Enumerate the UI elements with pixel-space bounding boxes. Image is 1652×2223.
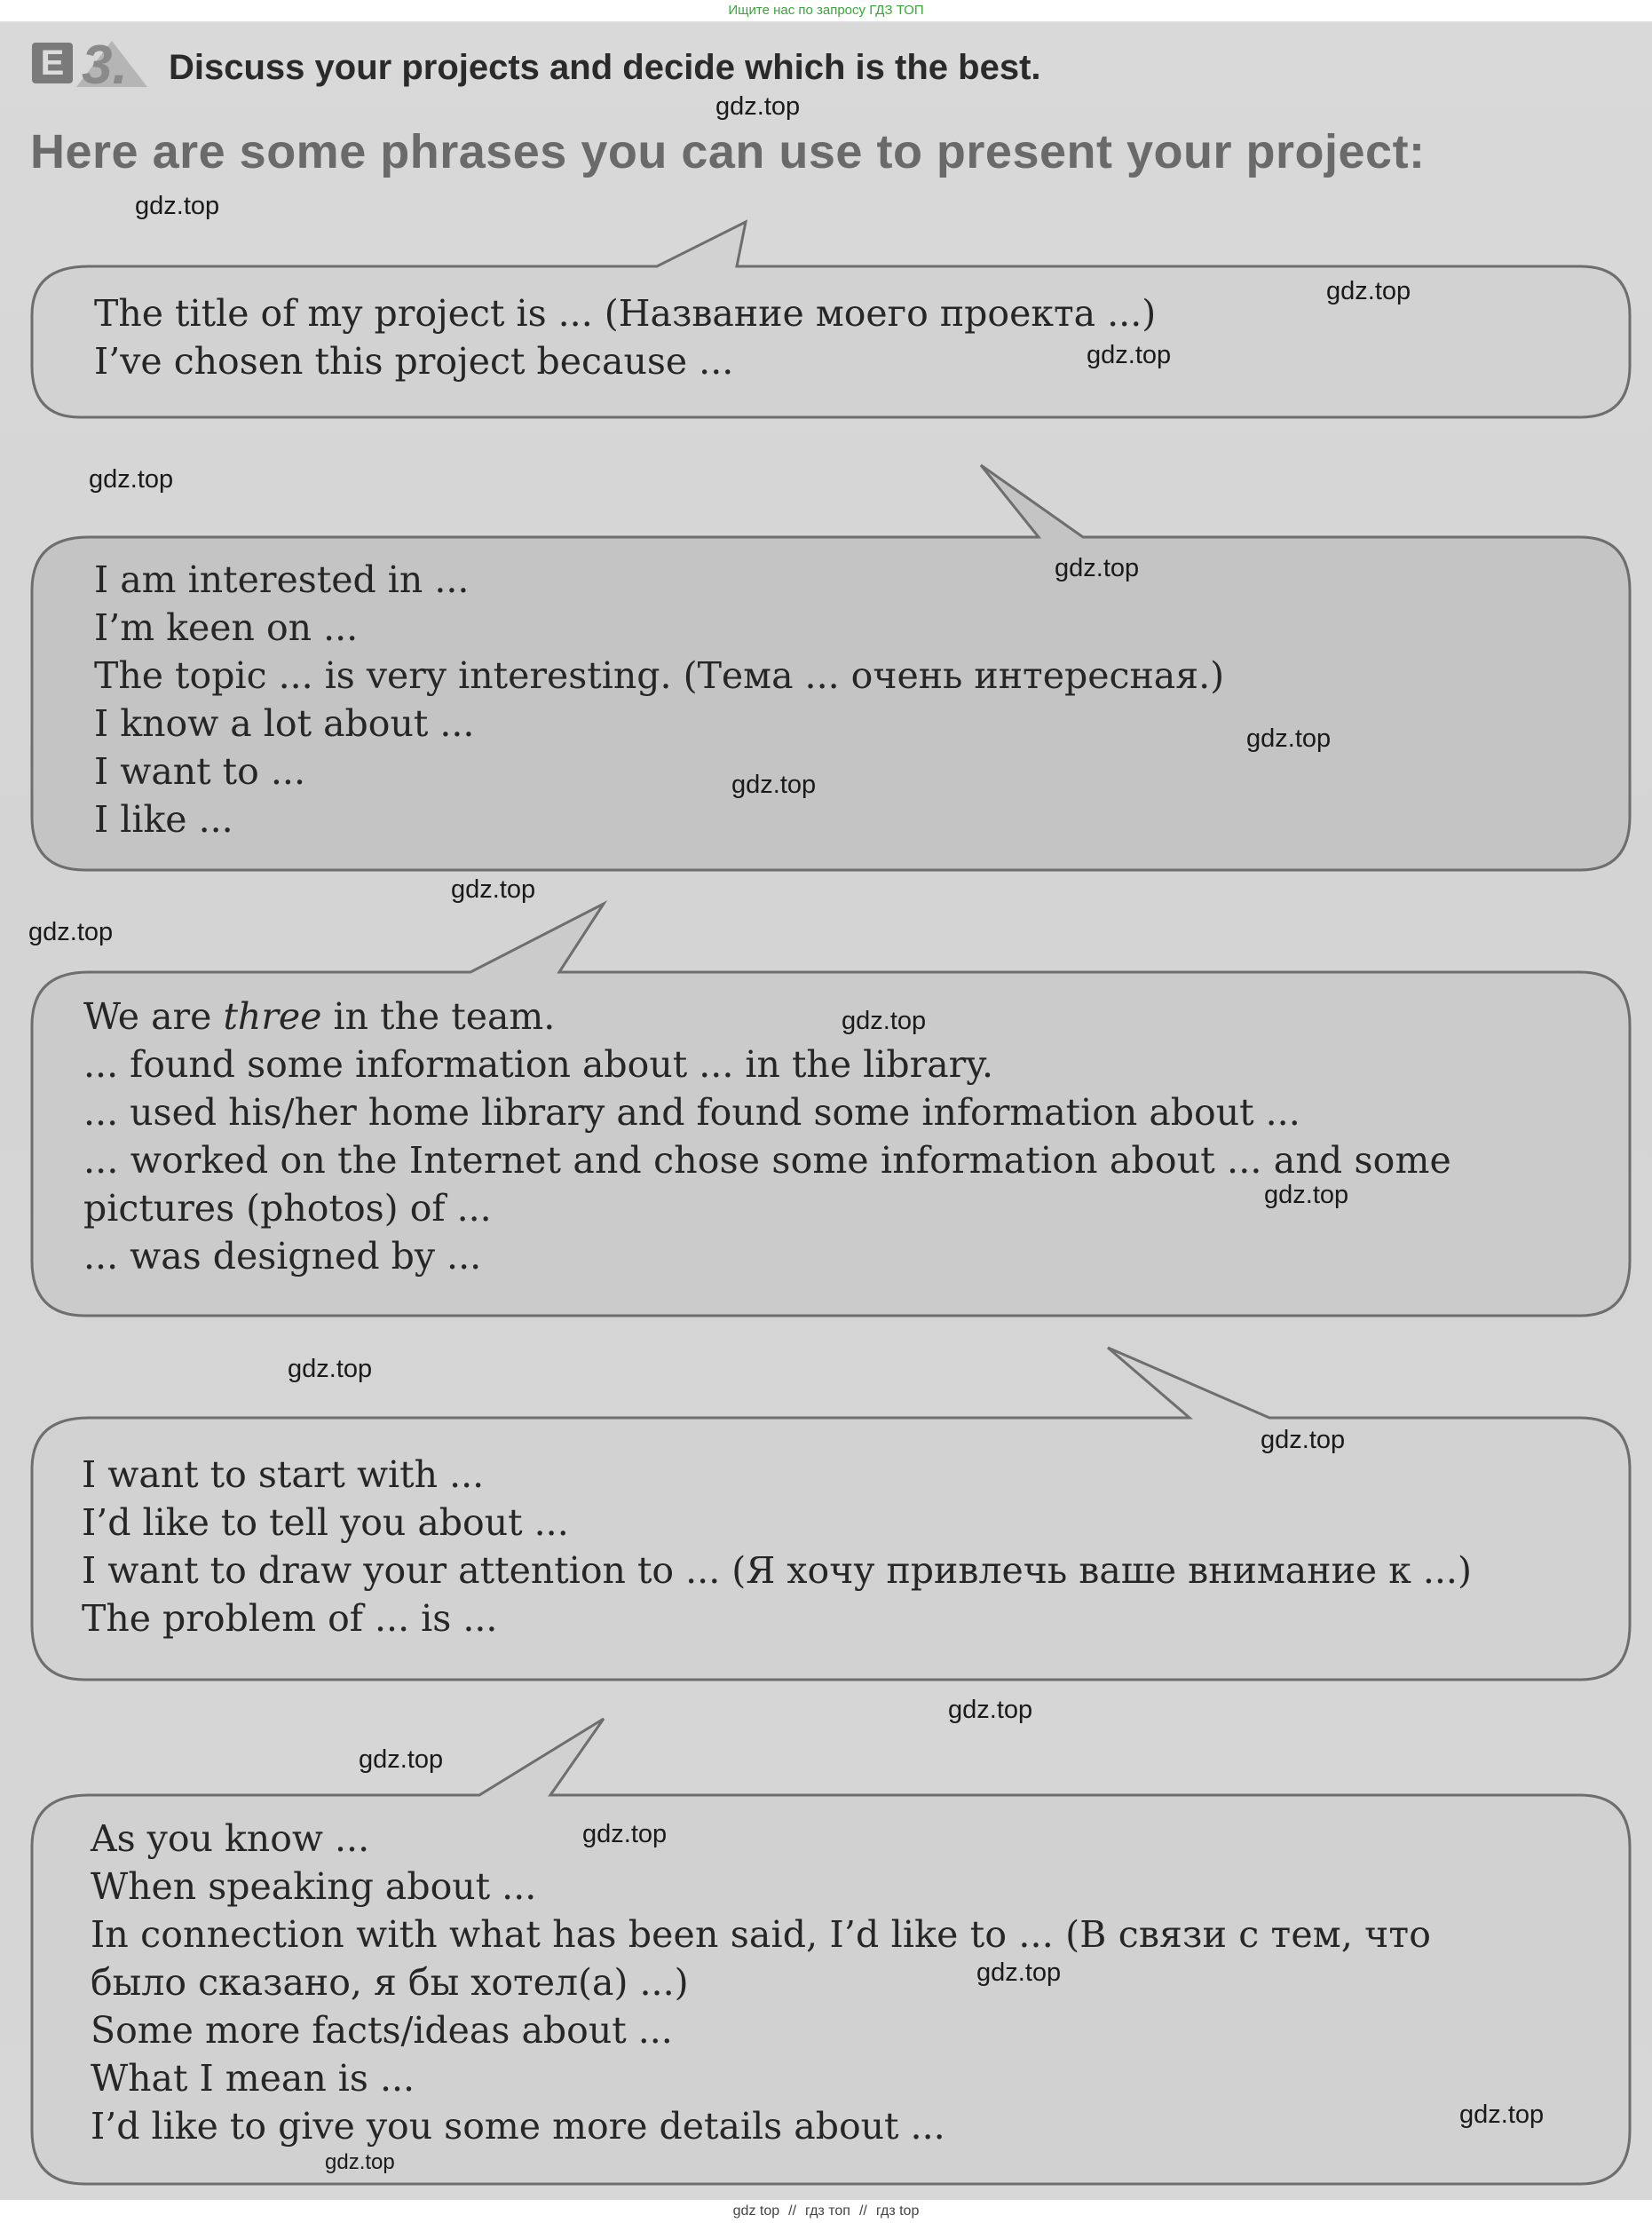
watermark: gdz.top — [1055, 554, 1140, 582]
watermark: gdz.top — [1459, 2100, 1545, 2129]
bubble-5-line: I’d like to give you some more details about ... — [91, 2105, 945, 2148]
watermark: gdz.top — [1087, 341, 1172, 369]
section-heading: Here are some phrases you can use to present your project: — [30, 125, 1426, 178]
watermark: gdz.top — [288, 1355, 373, 1383]
top-banner[interactable]: Ищите нас по запросу ГДЗ ТОП — [0, 0, 1652, 21]
bubble-2-line: I am interested in ... — [94, 558, 470, 601]
bubble-3-line: ... found some information about ... in the library. — [83, 1043, 993, 1086]
bubble-3-line — [83, 993, 1451, 1040]
bubble-4-line: I want to start with ... — [82, 1453, 485, 1496]
watermark: gdz.top — [89, 465, 174, 494]
exercise-instruction: Discuss your projects and decide which is the best. — [169, 48, 1041, 87]
exercise-number: 3. — [82, 35, 128, 96]
bubble-4-text — [82, 1451, 1472, 1642]
watermark: gdz.top — [731, 771, 817, 799]
bubble-3-line1-start: We are — [83, 995, 224, 1038]
bubble-5-line: When speaking about ... — [91, 1865, 537, 1908]
bubble-5-line: In connection with what has been said, I’d like to ... (В связи с тем, что — [91, 1913, 1432, 1956]
bubble-5-line: Some more facts/ideas about ... — [91, 2009, 673, 2052]
bubble-4-line: I’d like to tell you about ... — [82, 1501, 569, 1544]
watermark: gdz.top — [842, 1007, 927, 1035]
bottom-banner-item[interactable]: gdz top — [732, 2203, 780, 2219]
watermark: gdz.top — [359, 1745, 444, 1774]
bubble-5-line: As you know ... — [91, 1817, 370, 1860]
watermark: gdz.top — [1246, 724, 1332, 753]
exercise-marker-icon: E — [32, 43, 73, 83]
bottom-banner[interactable] — [0, 2200, 1652, 2223]
bubble-4-line: The problem of ... is ... — [82, 1597, 498, 1640]
bubble-2-line: The topic ... is very interesting. (Тема ... очень интересная.) — [94, 654, 1225, 697]
bubble-2-line: I’m keen on ... — [94, 606, 359, 649]
bubble-3-line: ... was designed by ... — [83, 1235, 482, 1278]
watermark: gdz.top — [715, 92, 801, 121]
watermark: gdz.top — [1261, 1426, 1346, 1454]
bubble-3-line: pictures (photos) of ... — [83, 1187, 492, 1230]
bubble-3-italic-word: three — [223, 995, 322, 1038]
watermark: gdz.top — [1326, 277, 1411, 305]
bubble-3-line: ... worked on the Internet and chose some information about ... and some — [83, 1139, 1451, 1182]
bubble-5-line: What I mean is ... — [91, 2057, 415, 2100]
bubble-2-line: I know a lot about ... — [94, 702, 475, 745]
bubble-3-line: ... used his/her home library and found some information about ... — [83, 1091, 1300, 1134]
bubble-2-text — [94, 556, 1224, 843]
bubble-3-text — [83, 993, 1451, 1280]
separator: // — [858, 2203, 867, 2219]
watermark: gdz.top — [1264, 1181, 1349, 1209]
watermark: gdz.top — [325, 2150, 395, 2174]
bottom-banner-item[interactable]: гдз топ — [805, 2203, 850, 2219]
bubble-1-line: The title of my project is ... (Название моего проекта ...) — [94, 292, 1157, 335]
bubble-1-line: I’ve chosen this project because ... — [94, 340, 734, 383]
bubble-2-line: I want to ... — [94, 750, 305, 793]
watermark: gdz.top — [451, 875, 536, 904]
bubble-3-line1-end: in the team. — [321, 995, 556, 1038]
bottom-banner-item[interactable]: гдз top — [875, 2203, 920, 2219]
bubble-4-line: I want to draw your attention to ... (Я хочу привлечь ваше внимание к ...) — [82, 1549, 1472, 1592]
bubble-1-text — [94, 289, 1156, 385]
watermark: gdz.top — [28, 918, 114, 946]
watermark: gdz.top — [976, 1958, 1062, 1987]
bubble-5-text — [91, 1815, 1431, 2150]
bubble-2-line: I like ... — [94, 798, 233, 841]
watermark: gdz.top — [582, 1820, 668, 1848]
watermark: gdz.top — [135, 192, 220, 220]
separator: // — [788, 2203, 797, 2219]
watermark: gdz.top — [948, 1696, 1033, 1724]
bubble-5-line: было сказано, я бы хотел(а) ...) — [91, 1961, 689, 2004]
